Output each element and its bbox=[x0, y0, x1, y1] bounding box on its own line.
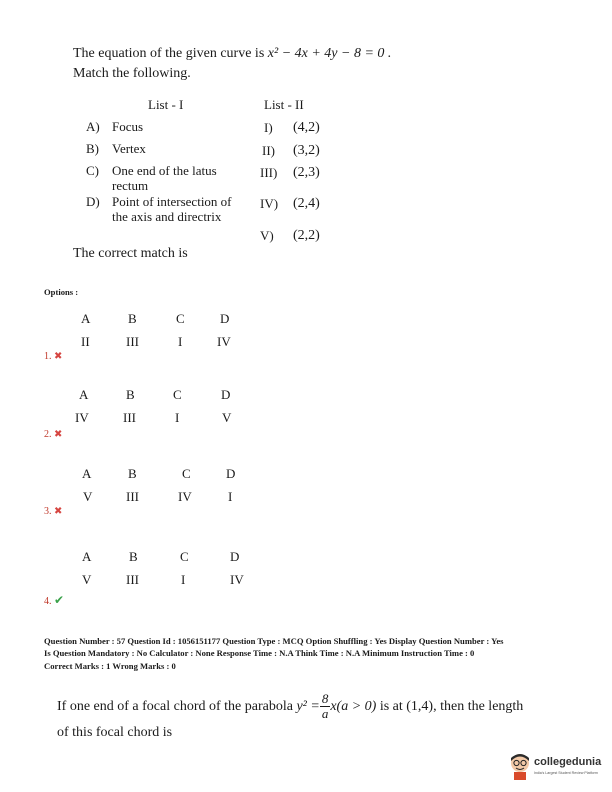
option-header: D bbox=[230, 549, 240, 564]
option-header: A bbox=[79, 387, 89, 402]
option-header: D bbox=[226, 466, 236, 481]
nq-frac-num: 8 bbox=[321, 691, 329, 707]
logo-tagline: India's Largest Student Review Platform bbox=[534, 771, 598, 775]
intro-text: The equation of the given curve is bbox=[73, 46, 265, 61]
options-label: Options : bbox=[44, 287, 79, 297]
option-3-number[interactable] bbox=[44, 506, 62, 517]
curve-equation: x² − 4x + 4y − 8 = 0 . bbox=[267, 46, 392, 61]
nq-eq-rhs: x(a > 0) bbox=[330, 699, 377, 714]
list1-key: B) bbox=[86, 141, 99, 156]
nq-middle: is at bbox=[379, 699, 403, 714]
list1-key: D) bbox=[86, 194, 100, 209]
option-header: B bbox=[128, 466, 137, 481]
nq-fraction bbox=[320, 692, 331, 721]
option-value: V bbox=[82, 572, 92, 587]
list2-key: II) bbox=[262, 143, 275, 158]
list2-key: V) bbox=[260, 228, 274, 243]
nq-prefix: If one end of a focal chord of the parabola bbox=[57, 699, 293, 714]
option-header: D bbox=[221, 387, 231, 402]
list1-header: List - I bbox=[148, 97, 184, 112]
intro-line bbox=[73, 46, 391, 62]
option-header: B bbox=[128, 311, 137, 326]
list1-text: One end of the latus rectum bbox=[112, 163, 217, 193]
option-value: III bbox=[123, 410, 136, 425]
question-meta-line2: Is Question Mandatory : No Calculator : None Response Time : N.A Think Time : N.A Minimum Instruction Time : 0 bbox=[44, 648, 475, 658]
option-header: C bbox=[180, 549, 189, 564]
option-value: II bbox=[81, 334, 90, 349]
option-header: B bbox=[129, 549, 138, 564]
wrong-mark-icon: ✖ bbox=[54, 351, 63, 362]
option-value: V bbox=[222, 410, 232, 425]
list1-key: C) bbox=[86, 163, 99, 178]
nq-eq-lhs: y² = bbox=[296, 699, 320, 714]
question-meta-line3: Correct Marks : 1 Wrong Marks : 0 bbox=[44, 661, 176, 671]
question-meta-line1: Question Number : 57 Question Id : 1056151177 Question Type : MCQ Option Shuffling : Yes Display Question Number : Yes bbox=[44, 636, 504, 646]
option-1-number[interactable] bbox=[44, 351, 62, 362]
option-value: III bbox=[126, 334, 139, 349]
option-number-label: 3. bbox=[44, 506, 52, 517]
list2-value: (3,2) bbox=[293, 143, 320, 158]
list2-key: I) bbox=[264, 120, 273, 135]
option-2-number[interactable] bbox=[44, 429, 62, 440]
option-number-label: 4. bbox=[44, 596, 52, 607]
logo-brand: collegedunia bbox=[534, 756, 602, 768]
option-header: C bbox=[182, 466, 191, 481]
nq-point: (1,4) bbox=[406, 699, 434, 714]
nq-frac-den: a bbox=[321, 706, 329, 722]
option-header: C bbox=[176, 311, 185, 326]
option-number-label: 2. bbox=[44, 429, 52, 440]
list1-text: Point of intersection of the axis and directrix bbox=[112, 194, 232, 224]
list1-text: Focus bbox=[112, 119, 144, 134]
option-value: I bbox=[178, 334, 183, 349]
option-value: IV bbox=[217, 334, 231, 349]
option-value: IV bbox=[178, 489, 192, 504]
option-header: B bbox=[126, 387, 135, 402]
list2-key: IV) bbox=[260, 196, 279, 211]
list2-header: List - II bbox=[264, 97, 304, 112]
list2-value: (2,2) bbox=[293, 228, 320, 243]
correct-match-text: The correct match is bbox=[73, 246, 188, 261]
option-value: I bbox=[228, 489, 233, 504]
option-number-label: 1. bbox=[44, 351, 52, 362]
option-header: A bbox=[82, 549, 92, 564]
wrong-mark-icon: ✖ bbox=[54, 506, 63, 517]
collegedunia-logo[interactable] bbox=[508, 750, 608, 786]
option-value: IV bbox=[230, 572, 244, 587]
list1-key: A) bbox=[86, 119, 100, 134]
option-header: A bbox=[82, 466, 92, 481]
list2-value: (2,3) bbox=[293, 165, 320, 180]
nq-suffix: , then the length bbox=[433, 699, 524, 714]
option-value: V bbox=[83, 489, 93, 504]
mascot-icon bbox=[508, 752, 532, 780]
list2-value: (2,4) bbox=[293, 196, 320, 211]
option-header: D bbox=[220, 311, 230, 326]
option-value: I bbox=[181, 572, 186, 587]
option-header: A bbox=[81, 311, 91, 326]
list2-value: (4,2) bbox=[293, 120, 320, 135]
next-question-line1 bbox=[57, 692, 523, 722]
wrong-mark-icon: ✖ bbox=[54, 429, 63, 440]
next-question-line2: of this focal chord is bbox=[57, 725, 173, 740]
option-4-number[interactable] bbox=[44, 593, 64, 608]
option-header: C bbox=[173, 387, 182, 402]
option-value: III bbox=[126, 489, 139, 504]
option-value: I bbox=[175, 410, 180, 425]
match-instruction: Match the following. bbox=[73, 66, 191, 81]
option-value: III bbox=[126, 572, 139, 587]
option-value: IV bbox=[75, 410, 89, 425]
list2-key: III) bbox=[260, 165, 278, 180]
correct-check-icon: ✔ bbox=[54, 593, 65, 607]
list1-text: Vertex bbox=[112, 141, 146, 156]
